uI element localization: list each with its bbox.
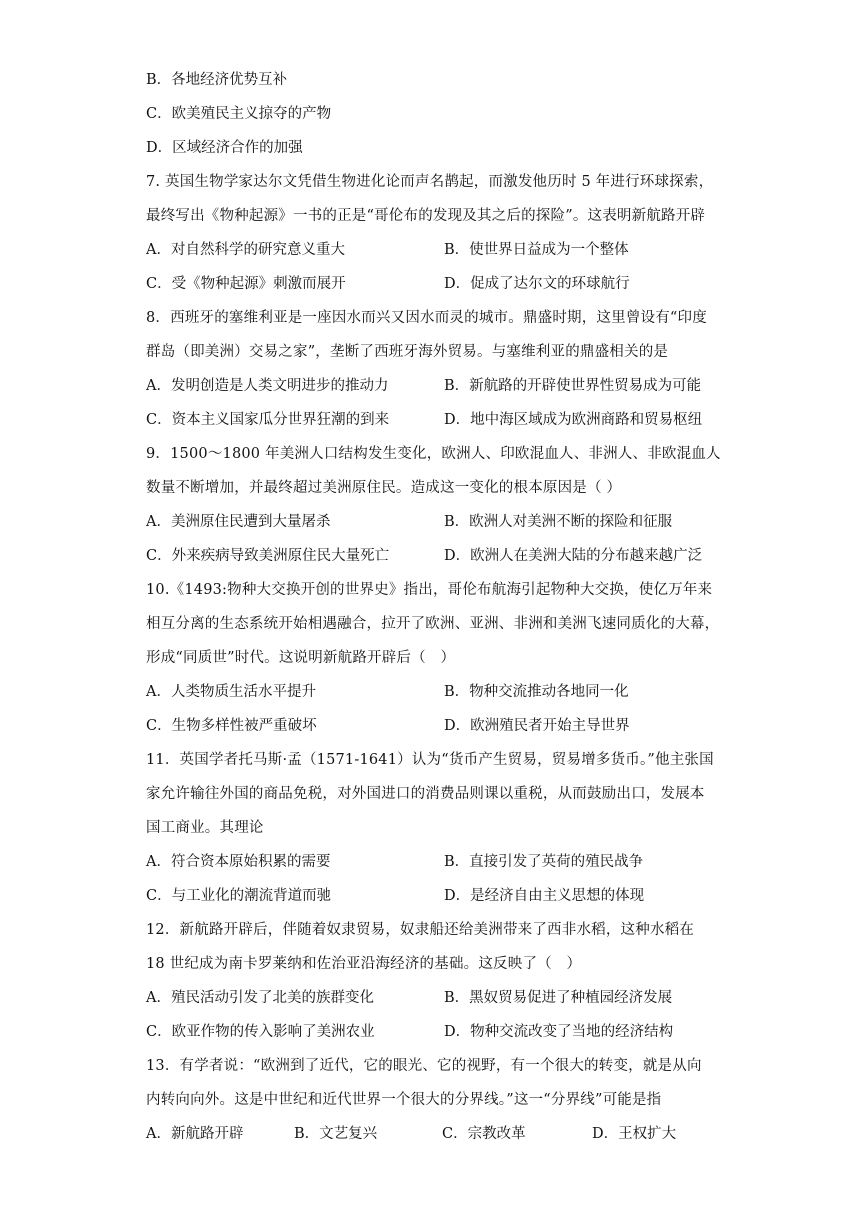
question-11-stem: 家允许输往外国的商品免税，对外国进口的消费品则课以重税，从而鼓励出口，发展本: [146, 786, 705, 802]
option-d: D．地中海区域成为欧洲商路和贸易枢纽: [444, 412, 703, 428]
option-d: D．欧洲殖民者开始主导世界: [444, 718, 630, 734]
option-line: C．欧美殖民主义掠夺的产物: [146, 106, 332, 122]
question-13-stem: 内转向向外。这是中世纪和近代世界一个很大的分界线。”这一“分界线”可能是指: [146, 1092, 662, 1108]
option-a: A．殖民活动引发了北美的族群变化: [146, 990, 374, 1006]
question-8-stem: 群岛（即美洲）交易之家”，垄断了西班牙海外贸易。与塞维利亚的鼎盛相关的是: [146, 344, 669, 360]
question-10-stem: 相互分离的生态系统开始相遇融合，拉开了欧洲、亚洲、非洲和美洲飞速同质化的大幕，: [146, 616, 720, 632]
question-10-options-row: [146, 716, 726, 736]
option-d: D．物种交流改变了当地的经济结构: [444, 1024, 674, 1040]
question-10-options-row: [146, 682, 726, 702]
question-13-stem: 13．有学者说：“欧洲到了近代，它的眼光、它的视野，有一个很大的转变，就是从向: [146, 1058, 702, 1074]
question-8-options-row: [146, 410, 726, 430]
question-13-options-row: [146, 1124, 726, 1144]
question-7-stem: 7. 英国生物学家达尔文凭借生物进化论而声名鹊起，而激发他历时 5 年进行环球探索，: [146, 174, 714, 190]
question-9-stem: 数量不断增加，并最终超过美洲原住民。造成这一变化的根本原因是（ ）: [146, 480, 622, 496]
question-12-stem: 18 世纪成为南卡罗莱纳和佐治亚沿海经济的基础。这反映了（ ）: [146, 956, 582, 972]
question-11-options-row: [146, 886, 726, 906]
option-c: C．生物多样性被严重破坏: [146, 718, 317, 734]
option-b: B．黑奴贸易促进了种植园经济发展: [444, 990, 673, 1006]
question-10-stem: 形成“同质世”时代。这说明新航路开辟后（ ）: [146, 650, 456, 666]
option-d: D．王权扩大: [592, 1126, 677, 1142]
option-b: B．欧洲人对美洲不断的探险和征服: [444, 514, 673, 530]
question-11-options-row: [146, 852, 726, 872]
option-c: C．外来疾病导致美洲原住民大量死亡: [146, 548, 390, 564]
question-12-stem: 12．新航路开辟后，伴随着奴隶贸易，奴隶船还给美洲带来了西非水稻，这种水稻在: [146, 922, 695, 938]
option-c: C．受《物种起源》刺激而展开: [146, 276, 346, 292]
question-9-options-row: [146, 512, 726, 532]
question-9-options-row: [146, 546, 726, 566]
question-10-stem: 10.《1493:物种大交换开创的世界史》指出，哥伦布航海引起物种大交换，使亿万年来: [146, 582, 713, 598]
option-b: B．文艺复兴: [294, 1126, 378, 1142]
question-9-stem: 9．1500～1800 年美洲人口结构发生变化，欧洲人、印欧混血人、非洲人、非欧混血人: [146, 446, 721, 462]
option-a: A．对自然科学的研究意义重大: [146, 242, 345, 258]
question-12-options-row: [146, 1022, 726, 1042]
option-a: A．人类物质生活水平提升: [146, 684, 316, 700]
option-d: D．是经济自由主义思想的体现: [444, 888, 645, 904]
option-c: C．与工业化的潮流背道而驰: [146, 888, 332, 904]
option-c: C．欧亚作物的传入影响了美洲农业: [146, 1024, 375, 1040]
question-11-stem: 11．英国学者托马斯·孟（1571-1641）认为“货币产生贸易，贸易增多货币。”他主张国: [146, 752, 714, 768]
option-line: D．区域经济合作的加强: [146, 140, 303, 156]
question-7-stem: 最终写出《物种起源》一书的正是“哥伦布的发现及其之后的探险”。这表明新航路开辟: [146, 208, 706, 224]
option-a: A．新航路开辟: [146, 1126, 244, 1142]
option-a: A．符合资本原始积累的需要: [146, 854, 331, 870]
option-a: A．美洲原住民遭到大量屠杀: [146, 514, 331, 530]
question-7-options-row: [146, 240, 726, 260]
question-8-options-row: [146, 376, 726, 396]
option-line: B．各地经济优势互补: [146, 72, 288, 88]
option-b: B．物种交流推动各地同一化: [444, 684, 629, 700]
option-b: B．直接引发了英荷的殖民战争: [444, 854, 644, 870]
option-a: A．发明创造是人类文明进步的推动力: [146, 378, 389, 394]
question-11-stem: 国工商业。其理论: [146, 820, 264, 836]
question-7-options-row: [146, 274, 726, 294]
question-8-stem: 8．西班牙的塞维利亚是一座因水而兴又因水而灵的城市。鼎盛时期，这里曾设有“印度: [146, 310, 707, 326]
option-c: C．宗教改革: [442, 1126, 526, 1142]
option-d: D．欧洲人在美洲大陆的分布越来越广泛: [444, 548, 703, 564]
question-12-options-row: [146, 988, 726, 1008]
option-b: B．新航路的开辟使世界性贸易成为可能: [444, 378, 702, 394]
option-b: B．使世界日益成为一个整体: [444, 242, 629, 258]
option-d: D．促成了达尔文的环球航行: [444, 276, 630, 292]
option-c: C．资本主义国家瓜分世界狂潮的到来: [146, 412, 390, 428]
